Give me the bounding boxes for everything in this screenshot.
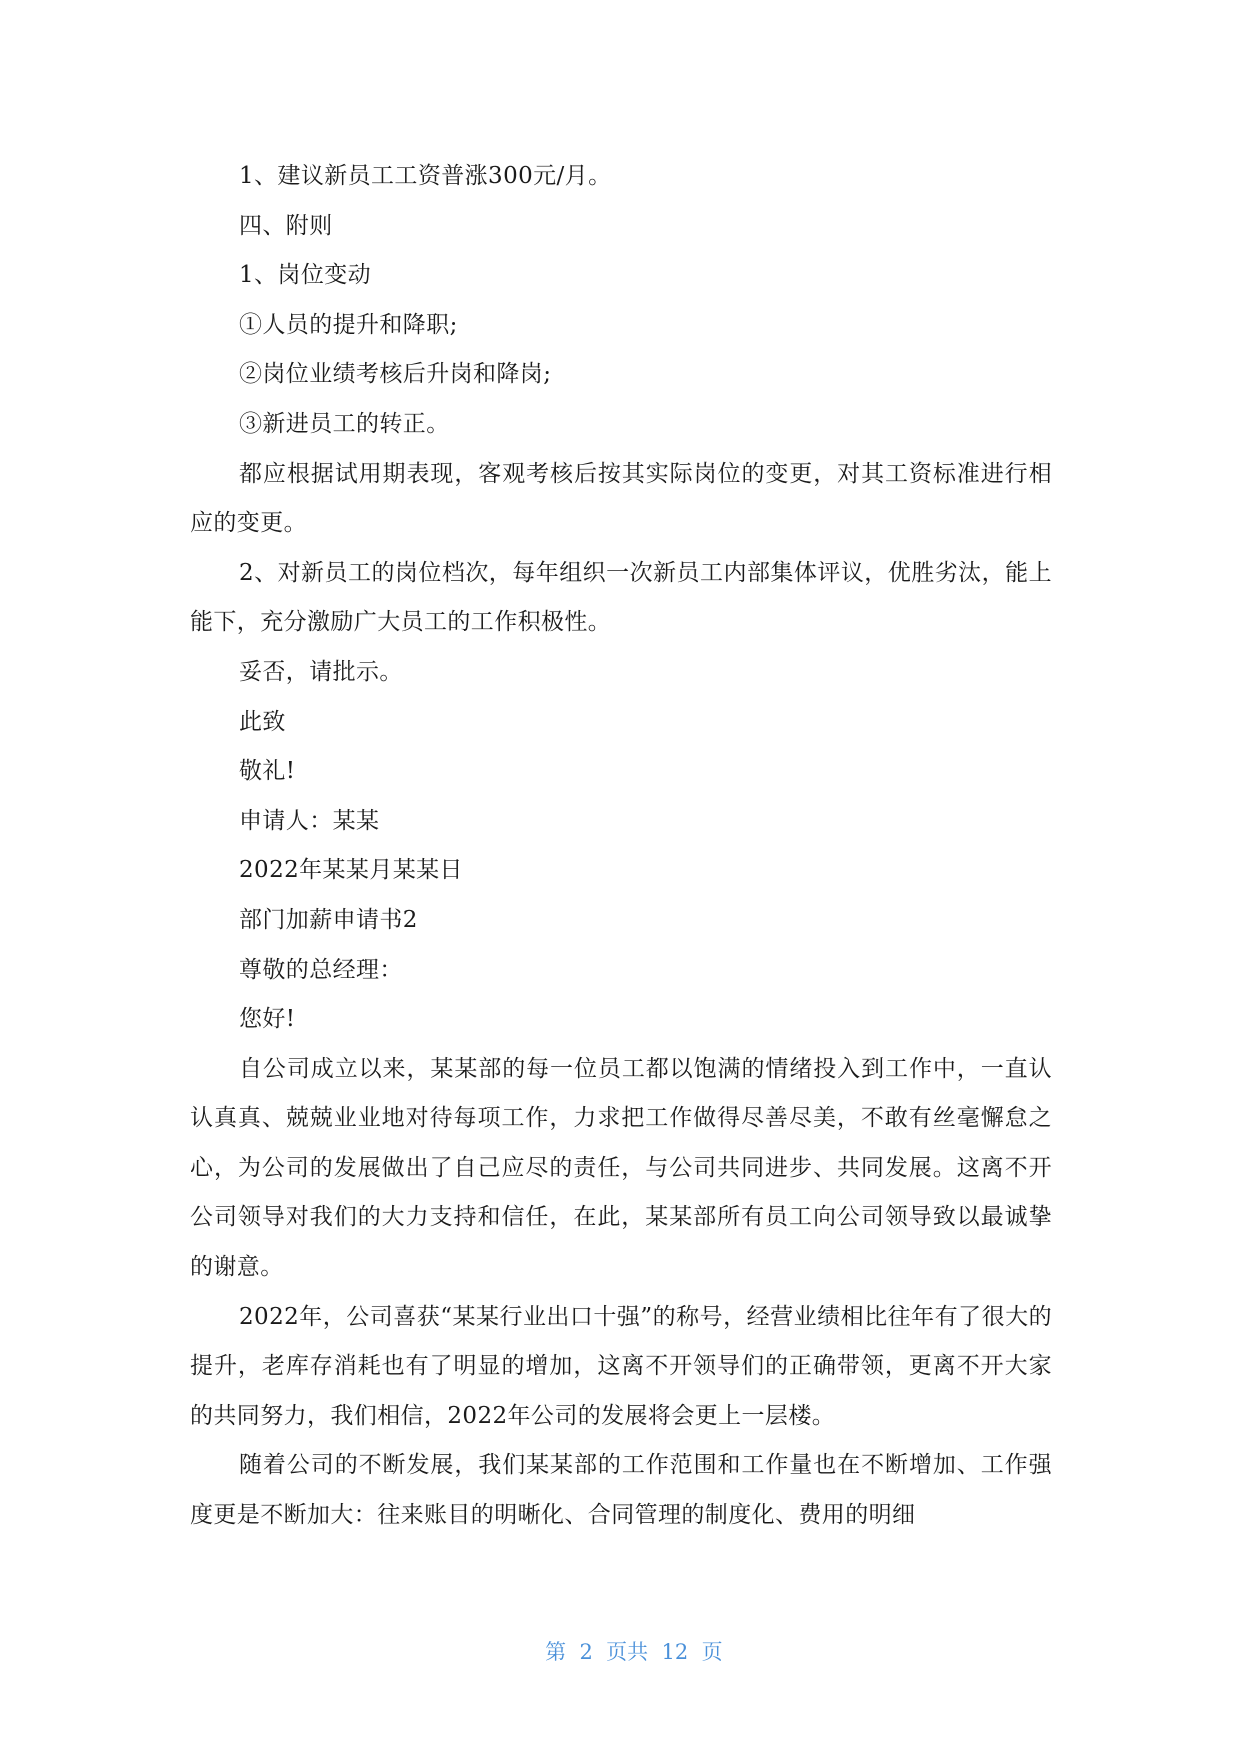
paragraph-salutation: 尊敬的总经理： [239,956,403,983]
paragraph-company-history: 自公司成立以来，某某部的每一位员工都以饱满的情绪投入到工作中，一直认认真真、兢兢业业地对待每项工作，力求把工作做得尽善尽美，不敢有丝毫懈怠之心，为公司的发展做出了自己应尽的责任，与公司共同进步、共同发展。这离不开公司领导对我们的大力支持和信任，在此，某某部所有员工向公司领导致以最诚挚的谢意。 [190,1055,1052,1281]
paragraph-annual-review: 2、对新员工的岗位档次，每年组织一次新员工内部集体评议，优胜劣汰，能上能下，充分激励广大员工的工作积极性。 [190,559,1052,636]
paragraph-position-change: 1、岗位变动 [239,262,372,289]
paragraph-item-promotion: ①人员的提升和降职; [239,311,458,338]
paragraph-greeting: 您好! [239,1006,296,1033]
paragraph-closing-2: 敬礼! [239,758,296,785]
paragraph-approval-request: 妥否，请批示。 [239,658,403,685]
paragraph-salary-adjustment: 都应根据试用期表现，客观考核后按其实际岗位的变更，对其工资标准进行相应的变更。 [190,460,1052,537]
paragraph-section-appendix: 四、附则 [239,212,333,239]
paragraph-achievements: 2022年，公司喜获“某某行业出口十强”的称号，经营业绩相比往年有了很大的提升，老库存消耗也有了明显的增加，这离不开领导们的正确带领，更离不开大家的共同努力，我们相信，2022年公司的发展将会更上一层楼。 [190,1303,1052,1429]
document-body [190,152,1052,1541]
page-number-footer [0,1612,1241,1690]
page-number-text: 第 2 页共 12 页 [545,1640,723,1664]
paragraph-item-performance: ②岗位业绩考核后升岗和降岗; [239,361,552,388]
paragraph-letter-title: 部门加薪申请书2 [239,906,418,933]
paragraph-workload: 随着公司的不断发展，我们某某部的工作范围和工作量也在不断增加、工作强度更是不断加大：往来账目的明晰化、合同管理的制度化、费用的明细 [190,1452,1052,1529]
paragraph-applicant: 申请人：某某 [239,807,380,834]
paragraph-date: 2022年某某月某某日 [239,857,463,884]
paragraph-salary-raise: 1、建议新员工工资普涨300元/月。 [239,163,612,189]
paragraph-item-regularization: ③新进员工的转正。 [239,410,450,437]
paragraph-closing-1: 此致 [239,708,286,735]
